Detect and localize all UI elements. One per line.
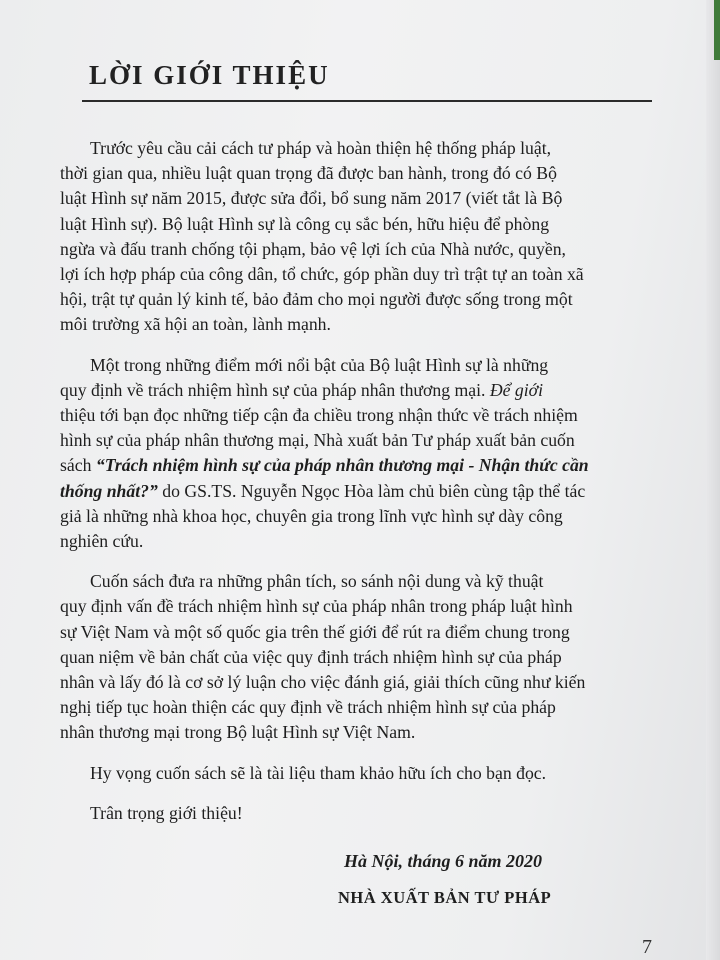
text-line: Trân trọng giới thiệu! xyxy=(90,802,243,823)
text-line xyxy=(60,453,660,478)
paragraph-5 xyxy=(60,801,660,826)
book-title: “Trách nhiệm hình sự của pháp nhân thương mại - Nhận thức cần xyxy=(95,455,589,476)
text-line: Hy vọng cuốn sách sẽ là tài liệu tham khảo hữu ích cho bạn đọc. xyxy=(90,762,547,783)
italic-text-run: Để giới xyxy=(489,379,544,400)
text-line: hình sự của pháp nhân thương mại, Nhà xuất bản Tư pháp xuất bản cuốn xyxy=(60,430,575,451)
text-line: sự Việt Nam và một số quốc gia trên thế giới để rút ra điểm chung trong xyxy=(60,621,570,642)
page-body xyxy=(60,136,660,837)
text-line: hội, trật tự quản lý kinh tế, bảo đảm cho mọi người được sống trong một xyxy=(60,289,573,310)
text-line: ngừa và đấu tranh chống tội phạm, bảo vệ lợi ích của Nhà nước, quyền, xyxy=(60,238,566,259)
signature-place-date: Hà Nội, tháng 6 năm 2020 xyxy=(344,851,543,871)
text-run: do GS.TS. Nguyễn Ngọc Hòa làm chủ biên cùng tập thể tác xyxy=(157,480,586,501)
paragraph-1 xyxy=(60,136,660,338)
page-number: 7 xyxy=(642,936,652,958)
text-line: luật Hình sự). Bộ luật Hình sự là công cụ sắc bén, hữu hiệu để phòng xyxy=(60,213,550,234)
text-line: nhân thương mại trong Bộ luật Hình sự Việt Nam. xyxy=(60,722,416,743)
text-line: thời gian qua, nhiều luật quan trọng đã được ban hành, trong đó có Bộ xyxy=(60,163,557,184)
text-line: thiệu tới bạn đọc những tiếp cận đa chiều trong nhận thức về trách nhiệm xyxy=(60,405,578,426)
text-line: luật Hình sự năm 2015, được sửa đổi, bổ sung năm 2017 (viết tắt là Bộ xyxy=(60,188,563,209)
paragraph-2 xyxy=(60,353,660,555)
text-line: Trước yêu cầu cải cách tư pháp và hoàn thiện hệ thống pháp luật, xyxy=(90,138,552,158)
text-line: nhân và lấy đó là cơ sở lý luận cho việc đánh giá, giải thích cũng như kiến xyxy=(60,672,586,693)
text-run: sách xyxy=(60,455,96,476)
title-underline xyxy=(82,100,652,102)
text-line: quy định vấn đề trách nhiệm hình sự của pháp nhân trong pháp luật hình xyxy=(60,596,573,617)
text-line xyxy=(60,479,660,504)
text-line: lợi ích hợp pháp của công dân, tổ chức, góp phần duy trì trật tự an toàn xã xyxy=(60,264,584,285)
paragraph-4 xyxy=(60,761,660,786)
text-line xyxy=(60,378,660,403)
book-title: thống nhất?” xyxy=(60,480,158,501)
page-title: LỜI GIỚI THIỆU xyxy=(89,60,330,90)
text-line: Cuốn sách đưa ra những phân tích, so sánh nội dung và kỹ thuật xyxy=(90,571,544,592)
text-line: Một trong những điểm mới nổi bật của Bộ luật Hình sự là những xyxy=(90,354,549,375)
page-edge-shadow xyxy=(706,0,720,960)
text-line: nghiên cứu. xyxy=(60,531,144,552)
signature-publisher: NHÀ XUẤT BẢN TƯ PHÁP xyxy=(338,888,552,907)
text-line: quan niệm về bản chất của việc quy định trách nhiệm hình sự của pháp xyxy=(60,646,562,667)
cover-edge xyxy=(714,0,720,60)
paragraph-3 xyxy=(60,569,660,745)
text-line: giả là những nhà khoa học, chuyên gia trong lĩnh vực hình sự dày công xyxy=(60,505,563,526)
text-line: nghị tiếp tục hoàn thiện các quy định về trách nhiệm hình sự của pháp xyxy=(60,697,556,718)
text-run: quy định về trách nhiệm hình sự của pháp nhân thương mại. xyxy=(60,379,490,400)
text-line: môi trường xã hội an toàn, lành mạnh. xyxy=(60,314,331,335)
